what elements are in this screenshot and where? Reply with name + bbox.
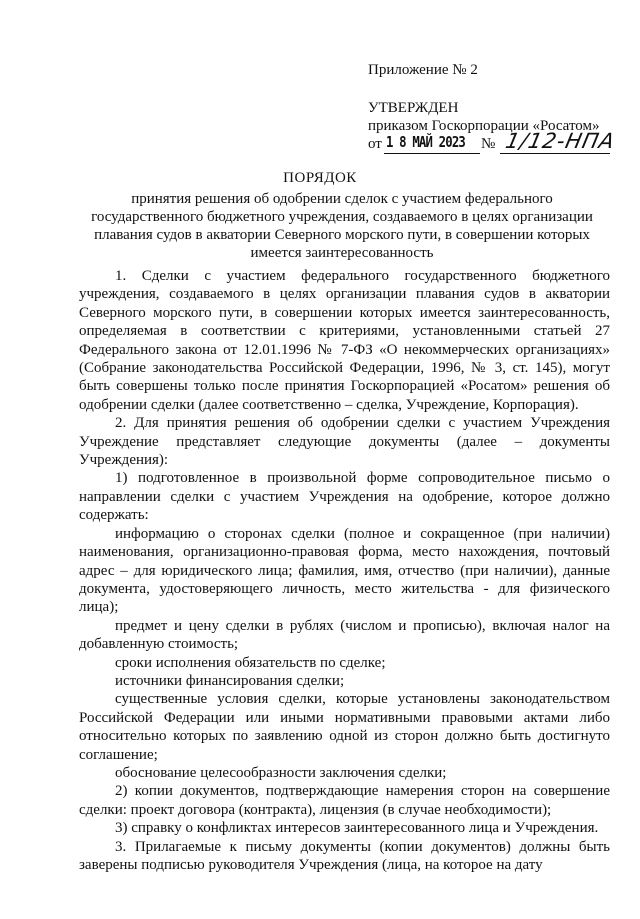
paragraph: информацию о сторонах сделки (полное и сокращенное (при наличии) наименования, организационно-правовая форма, место нахождения, почтовый адрес – для юридического лица; фамилия, имя, отчество (при наличии), данные документа, удостоверяющего личность, место жительства - для физического лица); bbox=[79, 525, 610, 616]
paragraph: источники финансирования сделки; bbox=[115, 672, 345, 689]
order-date-number-line bbox=[368, 129, 630, 157]
paragraph: 1) подготовленное в произвольной форме сопроводительное письмо о направлении сделки с участием Учреждения на одобрение, которое должно содержать: bbox=[79, 470, 610, 524]
date-underline bbox=[384, 153, 480, 154]
order-number-handwritten: 1/12-НПА bbox=[503, 129, 618, 153]
order-date-stamp: 1 8 МАЙ 2023 bbox=[386, 133, 466, 151]
paragraph: обоснование целесообразности заключения сделки; bbox=[115, 764, 447, 781]
paragraph: существенные условия сделки, которые установлены законодательством Российской Федерации или иными нормативными правовыми актами либо относительно которых по заявлению одной из сторон должно быть достигнуто соглашение; bbox=[79, 691, 610, 763]
document-title: ПОРЯДОК bbox=[283, 170, 357, 186]
paragraph: 3. Прилагаемые к письму документы (копии документов) должны быть заверены подписью руководителя Учреждения (лица, на которое на дату bbox=[79, 838, 610, 873]
paragraph: предмет и цену сделки в рублях (числом и прописью), включая налог на добавленную стоимость; bbox=[79, 617, 610, 653]
approved-label: УТВЕРЖДЕН bbox=[368, 100, 459, 116]
document-subtitle: принятия решения об одобрении сделок с участием федерального государственного бюджетного учреждения, создаваемого в целях организации плавания судов в акватории Северного морского пути, в совершении которых имеется заинтересованность bbox=[91, 191, 593, 261]
paragraph: 1. Сделки с участием федерального государственного бюджетного учреждения, создаваемого в целях организации плавания судов в акватории Северного морского пути, в совершении которых имеется заинтересованность, определяемая в соответствии с критериями, установленными статьей 27 Федерального закона от 12.01.1996 № 7-ФЗ «О некоммерческих организациях» (Собрание законодательства Российской Федерации, 1996, № 3, ст. 145), могут быть совершены только после принятия Госкорпорацией «Росатом» решения об одобрении сделки (далее соответственно – сделка, Учреждение, Корпорация). bbox=[79, 268, 610, 413]
number-underline bbox=[500, 153, 610, 154]
paragraph: 2) копии документов, подтверждающие намерения сторон на совершение сделки: проект договора (контракта), лицензия (в случае необходимости); bbox=[79, 783, 610, 818]
approved-by-order: приказом Госкорпорации «Росатом» bbox=[368, 118, 600, 134]
paragraph: 3) справку о конфликтах интересов заинтересованного лица и Учреждения. bbox=[115, 820, 599, 837]
from-label: от bbox=[368, 136, 382, 152]
paragraph: 2. Для принятия решения об одобрении сделки с участием Учреждения Учреждение представляет следующие документы (далее – документы Учреждения): bbox=[79, 415, 610, 469]
appendix-label: Приложение № 2 bbox=[368, 62, 478, 78]
document-body bbox=[79, 267, 610, 874]
paragraph: сроки исполнения обязательств по сделке; bbox=[115, 654, 386, 671]
number-label: № bbox=[481, 136, 496, 152]
